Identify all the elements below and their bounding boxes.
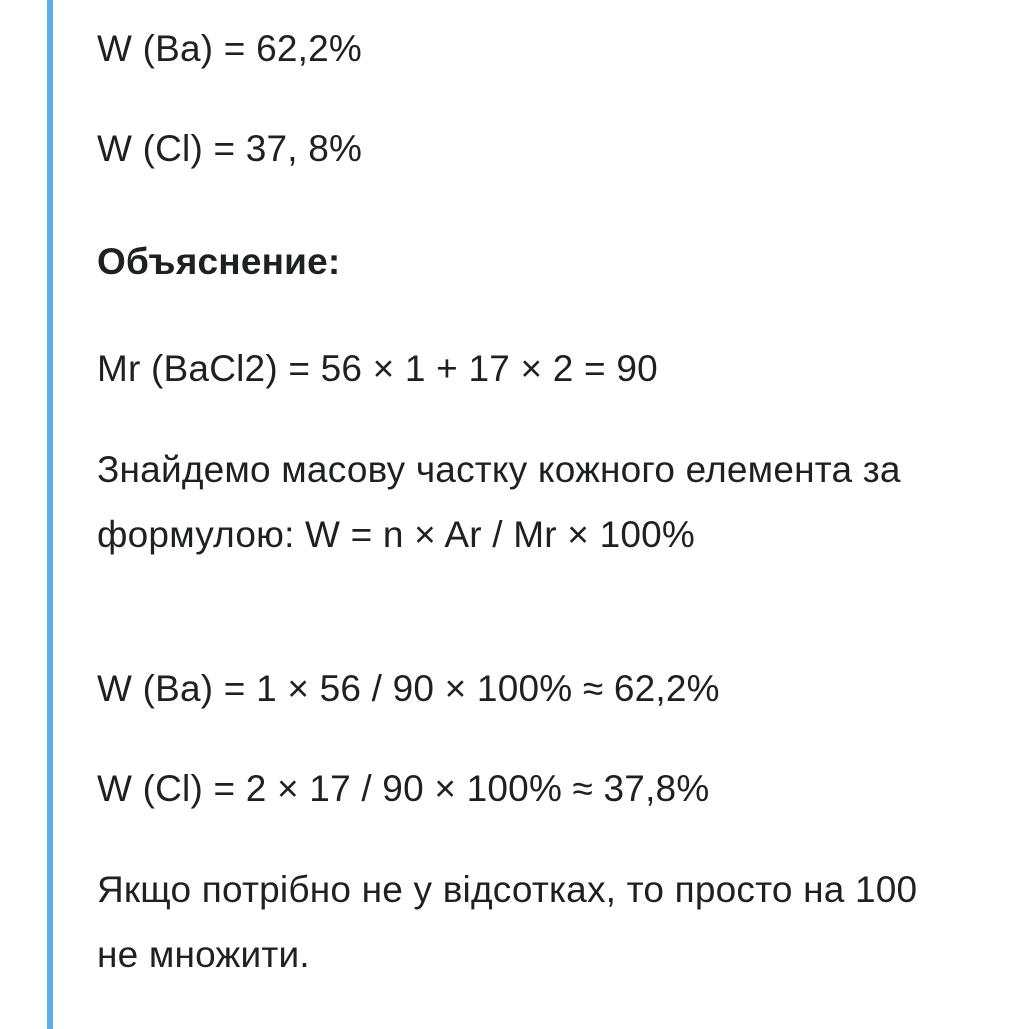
note-text: Якщо потрібно не у відсотках, то просто на 100 не множити. [97,869,918,975]
w-ba-calculation: W (Ba) = 1 × 56 / 90 × 100% ≈ 62,2% [97,668,720,709]
answer-w-cl: W (Cl) = 37, 8% [97,128,363,169]
w-cl-calculation: W (Cl) = 2 × 17 / 90 × 100% ≈ 37,8% [97,768,710,809]
explanation-heading: Объяснение: [97,241,341,282]
mr-formula: Mr (BaCl2) = 56 × 1 + 17 × 2 = 90 [97,348,658,389]
answer-w-ba: W (Ba) = 62,2% [97,28,362,69]
method-text: Знайдемо масову частку кожного елемента за формулою: W = n × Ar / Mr × 100% [97,449,901,555]
quote-accent-bar [47,0,53,1029]
